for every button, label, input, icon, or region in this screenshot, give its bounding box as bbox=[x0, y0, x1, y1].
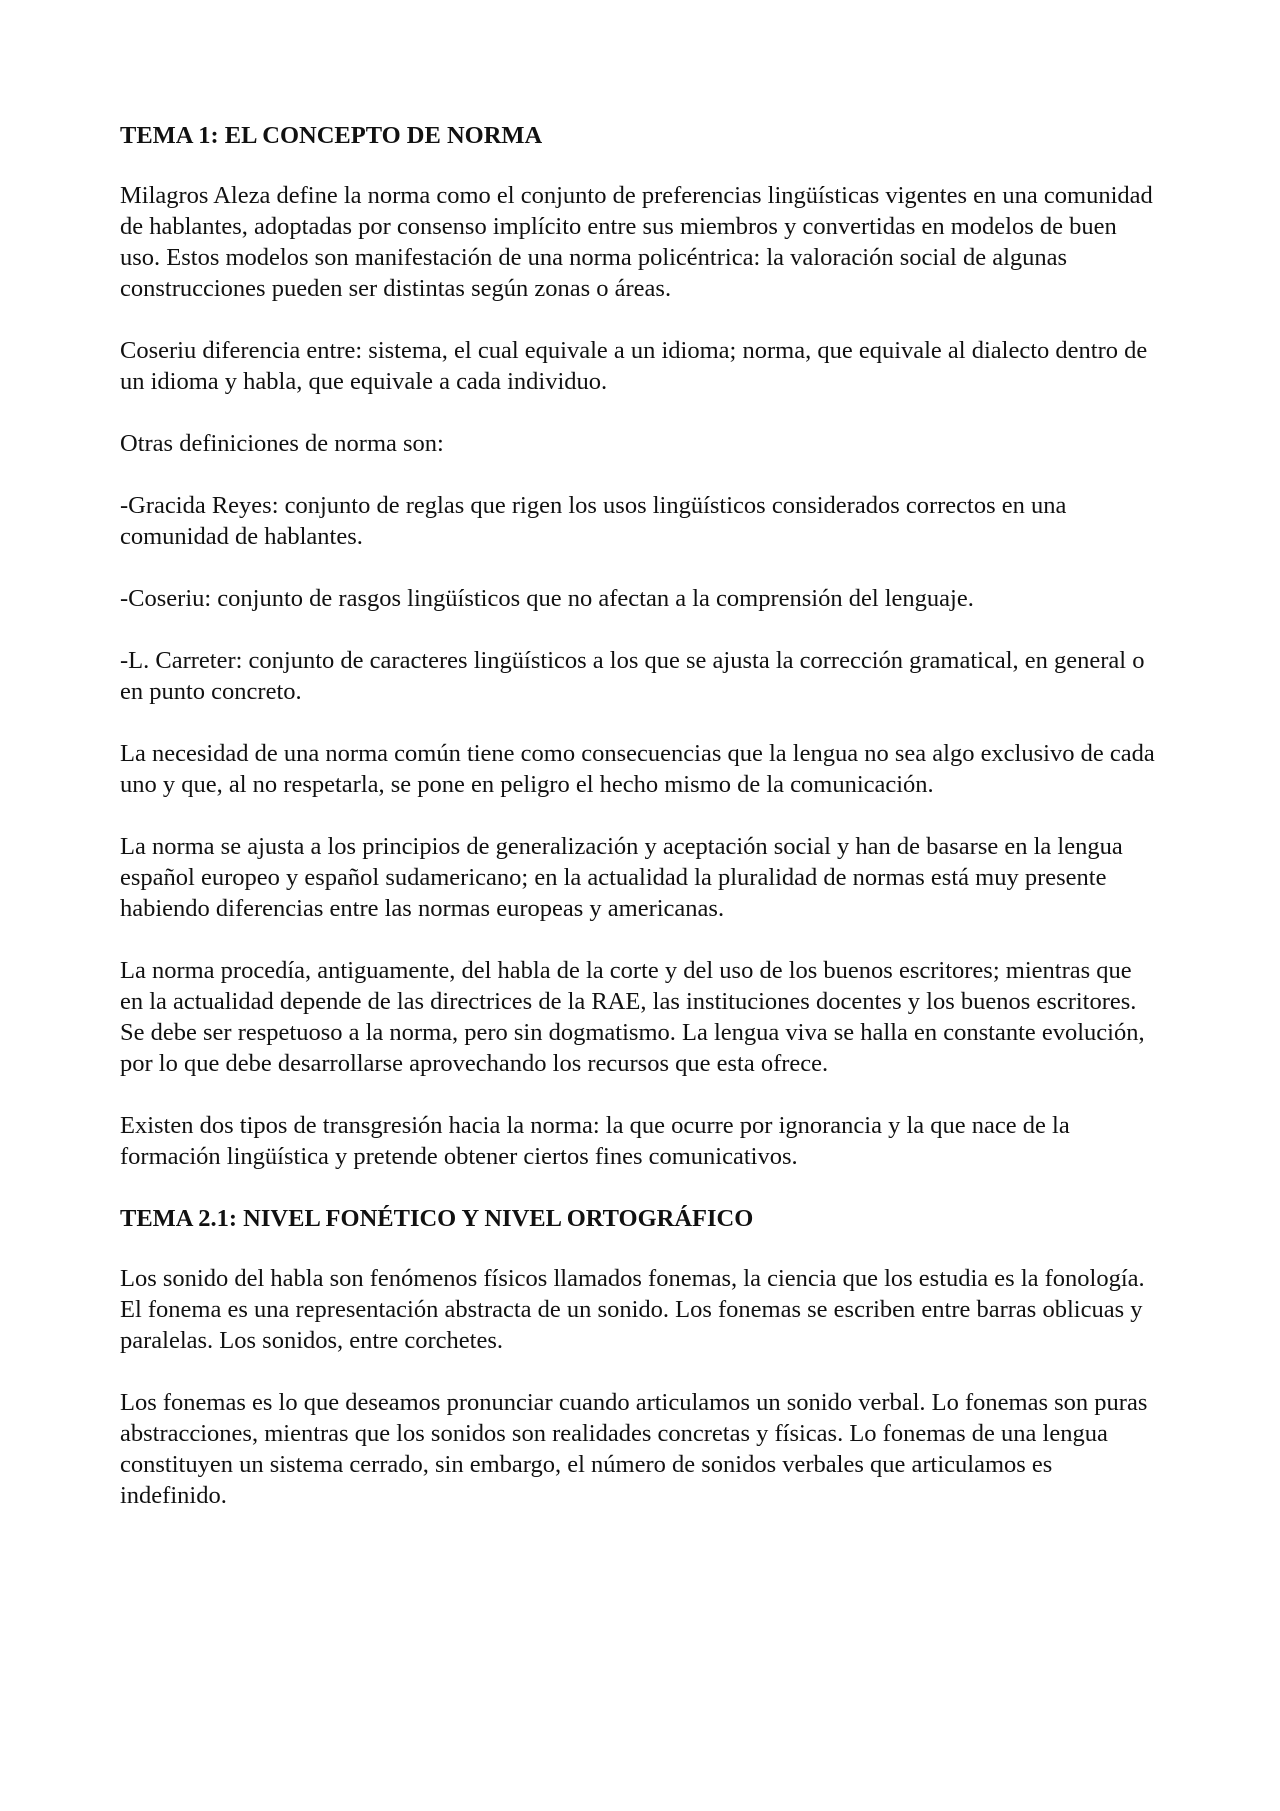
section-title-tema-2-1: TEMA 2.1: NIVEL FONÉTICO Y NIVEL ORTOGRÁFICO bbox=[120, 1205, 754, 1232]
paragraph-transgression-types: Existen dos tipos de transgresión hacia la norma: la que ocurre por ignorancia y la que nace de la formación lingüística y pretende obtener ciertos fines comunicativos. bbox=[120, 1112, 1070, 1170]
paragraph-coseriu-distinction: Coseriu diferencia entre: sistema, el cual equivale a un idioma; norma, que equivale al dialecto dentro de un idioma y habla, que equivale a cada individuo. bbox=[120, 337, 1148, 395]
paragraph-gracida-reyes: -Gracida Reyes: conjunto de reglas que rigen los usos lingüísticos considerados correctos en una comunidad de hablantes. bbox=[120, 492, 1067, 550]
paragraph-phonemes-abstraction: Los fonemas es lo que deseamos pronunciar cuando articulamos un sonido verbal. Lo fonemas son puras abstracciones, mientras que los sonidos son realidades concretas y físicas. Lo fonemas de una lengua constituyen un sistema cerrado, sin embargo, el número de sonidos verbales que articulamos es indefinido. bbox=[120, 1389, 1148, 1509]
paragraph-other-definitions: Otras definiciones de norma son: bbox=[120, 430, 444, 457]
paragraph-aleza-definition: Milagros Aleza define la norma como el conjunto de preferencias lingüísticas vigentes en una comunidad de hablantes, adoptadas por consenso implícito entre sus miembros y convertidas en modelos de buen uso. Estos modelos son manifestación de una norma policéntrica: la valoración social de algunas construcciones pueden ser distintas según zonas o áreas. bbox=[120, 182, 1153, 302]
section-title-tema-1: TEMA 1: EL CONCEPTO DE NORMA bbox=[120, 122, 543, 149]
paragraph-coseriu-definition: -Coseriu: conjunto de rasgos lingüísticos que no afectan a la comprensión del lenguaje. bbox=[120, 585, 974, 612]
paragraph-norm-origin: La norma procedía, antiguamente, del habla de la corte y del uso de los buenos escritores; mientras que en la actualidad depende de las directrices de la RAE, las instituciones docentes y los buenos escritores. Se debe ser respetuoso a la norma, pero sin dogmatismo. La lengua viva se halla en constante evolución, por lo que debe desarrollarse aprovechando los recursos que esta ofrece. bbox=[120, 957, 1145, 1077]
paragraph-speech-sounds: Los sonido del habla son fenómenos físicos llamados fonemas, la ciencia que los estudia es la fonología. El fonema es una representación abstracta de un sonido. Los fonemas se escriben entre barras oblicuas y paralelas. Los sonidos, entre corchetes. bbox=[120, 1265, 1145, 1354]
paragraph-carreter-definition: -L. Carreter: conjunto de caracteres lingüísticos a los que se ajusta la corrección gramatical, en general o en punto concreto. bbox=[120, 647, 1145, 705]
paragraph-norm-principles: La norma se ajusta a los principios de generalización y aceptación social y han de basarse en la lengua español europeo y español sudamericano; en la actualidad la pluralidad de normas está muy presente habiendo diferencias entre las normas europeas y americanas. bbox=[120, 833, 1123, 922]
paragraph-common-norm-need: La necesidad de una norma común tiene como consecuencias que la lengua no sea algo exclusivo de cada uno y que, al no respetarla, se pone en peligro el hecho mismo de la comunicación. bbox=[120, 740, 1155, 798]
